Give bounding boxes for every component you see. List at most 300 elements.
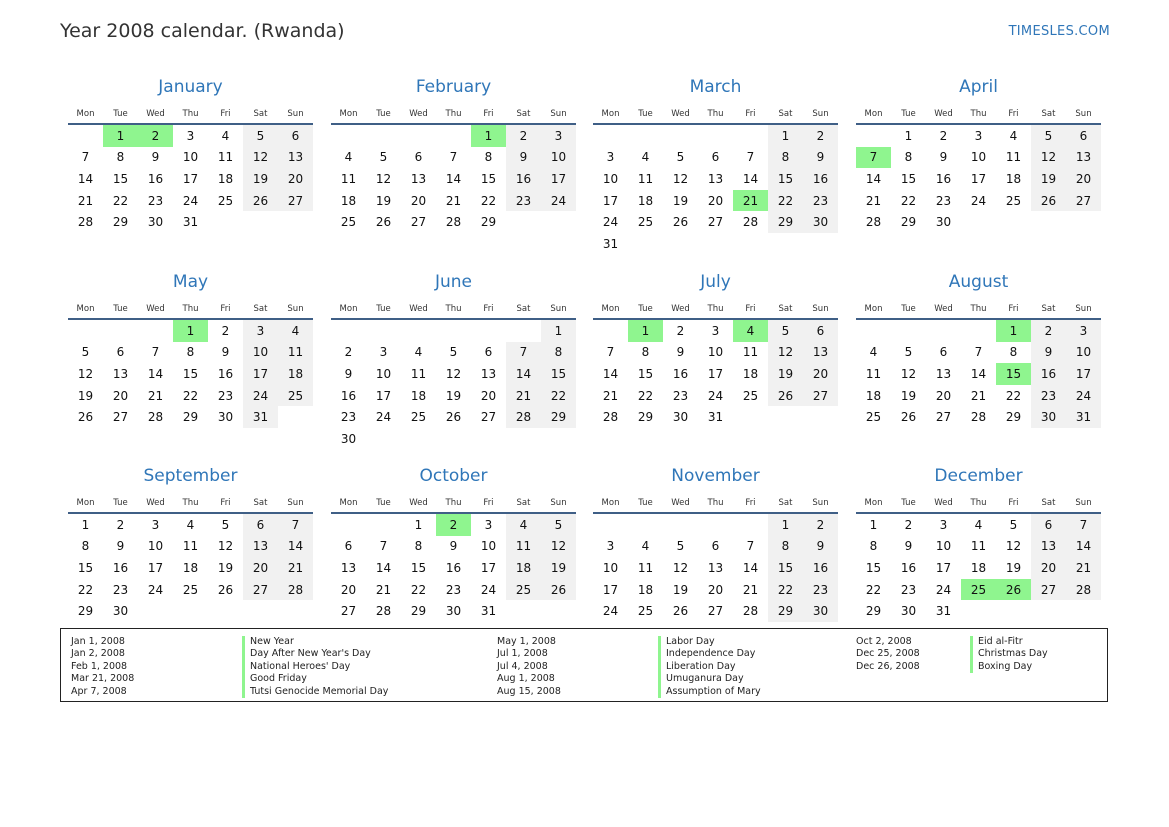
day-cell: 14 <box>445 171 462 186</box>
holiday-day-cell: 1 <box>628 319 663 342</box>
weekday-header: Tue <box>103 104 138 124</box>
month-name: March <box>689 77 742 97</box>
day-cell: 17 <box>375 388 392 403</box>
week-row <box>331 513 576 536</box>
legend-date: Apr 7, 2008 <box>71 685 127 697</box>
weekday-header: Tue <box>103 299 138 319</box>
weekday-header: Mon <box>68 493 103 513</box>
day-cell: 23 <box>445 582 462 597</box>
empty-cell <box>103 319 138 342</box>
week-row <box>856 600 1101 622</box>
week-row <box>593 557 838 579</box>
day-cell: 24 <box>243 385 278 407</box>
day-cell: 13 <box>112 366 129 381</box>
legend-holiday-name: New Year <box>242 636 388 648</box>
day-cell: 26 <box>672 215 689 230</box>
weekday-header: Sun <box>1066 104 1101 124</box>
empty-cell <box>331 319 366 342</box>
day-cell: 26 <box>1031 190 1066 212</box>
month-name: February <box>415 77 492 97</box>
day-cell: 28 <box>147 410 164 425</box>
day-cell: 13 <box>707 560 724 575</box>
legend-date: Jul 4, 2008 <box>497 660 548 672</box>
day-cell: 3 <box>541 124 576 147</box>
weekday-header: Mon <box>331 104 366 124</box>
day-cell: 7 <box>379 539 388 554</box>
day-cell: 22 <box>182 388 199 403</box>
weekday-header: Wed <box>663 299 698 319</box>
day-cell: 25 <box>865 410 882 425</box>
day-cell: 22 <box>637 388 654 403</box>
week-row <box>593 342 838 364</box>
holiday-day-cell: 1 <box>471 124 506 147</box>
empty-cell <box>278 600 313 622</box>
day-cell: 22 <box>410 582 427 597</box>
weekday-header: Thu <box>173 493 208 513</box>
day-cell: 2 <box>1031 319 1066 342</box>
day-cell: 2 <box>116 517 125 532</box>
day-cell: 6 <box>939 345 948 360</box>
month-table <box>593 493 838 622</box>
day-cell: 25 <box>637 215 654 230</box>
day-cell: 8 <box>904 150 913 165</box>
day-cell: 1 <box>768 124 803 147</box>
day-cell: 4 <box>278 319 313 342</box>
day-cell: 12 <box>768 342 803 364</box>
weekday-header: Sun <box>541 493 576 513</box>
day-cell: 8 <box>116 150 125 165</box>
week-row <box>68 147 313 169</box>
week-row <box>856 124 1101 147</box>
month-october <box>331 461 576 622</box>
week-row <box>331 190 576 212</box>
day-cell: 2 <box>506 124 541 147</box>
weekday-header: Sat <box>1031 104 1066 124</box>
day-cell: 18 <box>970 560 987 575</box>
empty-cell <box>278 211 313 233</box>
month-name: November <box>671 466 760 486</box>
day-cell: 3 <box>606 150 615 165</box>
legend-names-column <box>658 636 761 698</box>
day-cell: 24 <box>970 193 987 208</box>
weekday-header: Wed <box>663 104 698 124</box>
day-cell: 17 <box>602 582 619 597</box>
day-cell: 3 <box>484 517 493 532</box>
day-cell: 26 <box>77 410 94 425</box>
day-cell: 20 <box>707 582 724 597</box>
day-cell: 29 <box>637 410 654 425</box>
day-cell: 26 <box>243 190 278 212</box>
day-cell: 5 <box>243 124 278 147</box>
empty-cell <box>891 319 926 342</box>
week-row <box>331 124 576 147</box>
day-cell: 6 <box>711 539 720 554</box>
legend-dates-column <box>856 636 920 673</box>
empty-cell <box>366 319 401 342</box>
day-cell: 19 <box>1031 168 1066 190</box>
day-cell: 8 <box>768 147 803 169</box>
day-cell: 29 <box>1005 410 1022 425</box>
month-table <box>68 493 313 622</box>
holiday-day-cell: 26 <box>996 579 1031 601</box>
month-name: December <box>934 466 1023 486</box>
weekday-header: Wed <box>138 493 173 513</box>
day-cell: 20 <box>112 388 129 403</box>
day-cell: 21 <box>865 193 882 208</box>
day-cell: 7 <box>1066 513 1101 536</box>
weekday-header: Mon <box>593 299 628 319</box>
legend-date: Jul 1, 2008 <box>497 648 548 660</box>
day-cell: 17 <box>707 366 724 381</box>
weekday-header: Fri <box>208 299 243 319</box>
day-cell: 15 <box>900 171 917 186</box>
empty-cell <box>996 211 1031 233</box>
weekday-header: Sat <box>768 299 803 319</box>
weekday-header: Tue <box>103 493 138 513</box>
day-cell: 1 <box>81 517 90 532</box>
day-cell: 14 <box>602 366 619 381</box>
day-cell: 17 <box>602 193 619 208</box>
day-cell: 13 <box>278 147 313 169</box>
month-june <box>331 267 576 450</box>
day-cell: 19 <box>672 582 689 597</box>
day-cell: 10 <box>243 342 278 364</box>
weekday-header: Sun <box>1066 299 1101 319</box>
day-cell: 27 <box>340 604 357 619</box>
empty-cell <box>541 211 576 233</box>
empty-cell <box>436 428 471 450</box>
empty-cell <box>541 428 576 450</box>
day-cell: 24 <box>147 582 164 597</box>
day-cell: 14 <box>375 560 392 575</box>
legend-date: Aug 1, 2008 <box>497 673 555 685</box>
empty-cell <box>68 124 103 147</box>
weekday-header: Thu <box>961 299 996 319</box>
holiday-day-cell: 2 <box>138 124 173 147</box>
day-cell: 15 <box>182 366 199 381</box>
legend-names-column <box>970 636 1048 673</box>
day-cell: 25 <box>742 388 759 403</box>
day-cell: 24 <box>1066 385 1101 407</box>
weekday-header: Fri <box>996 299 1031 319</box>
empty-cell <box>208 600 243 622</box>
day-cell: 19 <box>768 363 803 385</box>
day-cell: 28 <box>375 604 392 619</box>
month-november <box>593 461 838 622</box>
month-name: January <box>158 77 223 97</box>
day-cell: 11 <box>865 366 882 381</box>
empty-cell <box>663 513 698 536</box>
week-row <box>331 342 576 364</box>
day-cell: 17 <box>541 168 576 190</box>
day-cell: 21 <box>506 385 541 407</box>
day-cell: 16 <box>900 560 917 575</box>
empty-cell <box>733 513 768 536</box>
weekday-header: Fri <box>733 104 768 124</box>
day-cell: 9 <box>151 150 160 165</box>
day-cell: 20 <box>340 582 357 597</box>
week-row <box>331 428 576 450</box>
empty-cell <box>961 319 996 342</box>
day-cell: 15 <box>77 560 94 575</box>
day-cell: 13 <box>480 366 497 381</box>
day-cell: 31 <box>1066 406 1101 428</box>
week-row <box>856 363 1101 385</box>
day-cell: 9 <box>506 147 541 169</box>
day-cell: 28 <box>602 410 619 425</box>
day-cell: 1 <box>904 128 913 143</box>
day-cell: 11 <box>340 171 357 186</box>
day-cell: 18 <box>637 193 654 208</box>
day-cell: 23 <box>935 193 952 208</box>
day-cell: 3 <box>186 128 195 143</box>
month-name: April <box>959 77 998 97</box>
week-row <box>593 385 838 407</box>
weekday-header: Mon <box>856 299 891 319</box>
legend-holiday-name: National Heroes' Day <box>242 661 388 673</box>
empty-cell <box>628 233 663 255</box>
day-cell: 29 <box>112 215 129 230</box>
empty-cell <box>856 124 891 147</box>
empty-cell <box>663 233 698 255</box>
day-cell: 7 <box>278 513 313 536</box>
day-cell: 24 <box>707 388 724 403</box>
weekday-header: Thu <box>436 493 471 513</box>
day-cell: 27 <box>1031 579 1066 601</box>
weekday-header: Sun <box>541 104 576 124</box>
day-cell: 16 <box>445 560 462 575</box>
day-cell: 21 <box>602 388 619 403</box>
week-row <box>68 385 313 407</box>
day-cell: 11 <box>637 171 654 186</box>
month-table <box>856 493 1101 622</box>
day-cell: 23 <box>340 410 357 425</box>
day-cell: 4 <box>641 150 650 165</box>
day-cell: 11 <box>410 366 427 381</box>
day-cell: 7 <box>746 539 755 554</box>
day-cell: 8 <box>869 539 878 554</box>
day-cell: 8 <box>81 539 90 554</box>
day-cell: 28 <box>506 406 541 428</box>
day-cell: 20 <box>1066 168 1101 190</box>
empty-cell <box>366 124 401 147</box>
day-cell: 9 <box>939 150 948 165</box>
day-cell: 18 <box>506 557 541 579</box>
legend-date: Dec 26, 2008 <box>856 660 920 672</box>
day-cell: 14 <box>865 171 882 186</box>
day-cell: 2 <box>904 517 913 532</box>
weekday-header: Fri <box>996 104 1031 124</box>
day-cell: 12 <box>375 171 392 186</box>
day-cell: 1 <box>414 517 423 532</box>
day-cell: 6 <box>414 150 423 165</box>
week-row <box>68 513 313 536</box>
empty-cell <box>926 319 961 342</box>
month-table <box>593 104 838 255</box>
weekday-header: Tue <box>628 493 663 513</box>
weekday-header: Wed <box>663 493 698 513</box>
legend-holiday-name: Tutsi Genocide Memorial Day <box>242 686 388 698</box>
day-cell: 29 <box>900 215 917 230</box>
legend-date: Jan 1, 2008 <box>71 636 125 647</box>
empty-cell <box>803 233 838 255</box>
weekday-header: Sun <box>803 299 838 319</box>
day-cell: 9 <box>116 539 125 554</box>
weekday-header: Tue <box>628 299 663 319</box>
day-cell: 21 <box>278 557 313 579</box>
empty-cell <box>996 600 1031 622</box>
day-cell: 9 <box>803 536 838 558</box>
holiday-day-cell: 4 <box>733 319 768 342</box>
empty-cell <box>1066 600 1101 622</box>
day-cell: 21 <box>375 582 392 597</box>
day-cell: 30 <box>217 410 234 425</box>
weekday-header: Sun <box>1066 493 1101 513</box>
month-table <box>68 104 313 233</box>
day-cell: 17 <box>182 171 199 186</box>
week-row <box>856 536 1101 558</box>
day-cell: 4 <box>221 128 230 143</box>
day-cell: 25 <box>637 604 654 619</box>
weekday-header: Sat <box>1031 493 1066 513</box>
day-cell: 18 <box>637 582 654 597</box>
day-cell: 18 <box>1005 171 1022 186</box>
day-cell: 17 <box>935 560 952 575</box>
day-cell: 23 <box>217 388 234 403</box>
day-cell: 17 <box>1066 363 1101 385</box>
day-cell: 25 <box>182 582 199 597</box>
holiday-day-cell: 21 <box>733 190 768 212</box>
day-cell: 22 <box>112 193 129 208</box>
month-december <box>856 461 1101 622</box>
day-cell: 6 <box>1066 124 1101 147</box>
week-row <box>856 406 1101 428</box>
day-cell: 22 <box>768 579 803 601</box>
brand-link[interactable]: TIMESLES.COM <box>1008 24 1110 39</box>
day-cell: 27 <box>410 215 427 230</box>
week-row <box>856 147 1101 169</box>
day-cell: 10 <box>935 539 952 554</box>
empty-cell <box>733 406 768 428</box>
day-cell: 21 <box>1066 557 1101 579</box>
day-cell: 24 <box>375 410 392 425</box>
weekday-header: Wed <box>926 299 961 319</box>
day-cell: 9 <box>344 366 353 381</box>
day-cell: 8 <box>484 150 493 165</box>
weekday-header: Mon <box>593 493 628 513</box>
day-cell: 4 <box>869 345 878 360</box>
empty-cell <box>628 513 663 536</box>
empty-cell <box>471 428 506 450</box>
week-row <box>331 385 576 407</box>
day-cell: 30 <box>900 604 917 619</box>
day-cell: 6 <box>711 150 720 165</box>
holiday-day-cell: 1 <box>173 319 208 342</box>
month-table <box>331 299 576 450</box>
weekday-header: Sun <box>278 299 313 319</box>
week-row <box>593 536 838 558</box>
empty-cell <box>663 124 698 147</box>
holiday-day-cell: 15 <box>996 363 1031 385</box>
day-cell: 3 <box>606 539 615 554</box>
weekday-header: Sat <box>768 493 803 513</box>
month-march <box>593 72 838 255</box>
week-row <box>593 211 838 233</box>
day-cell: 26 <box>541 579 576 601</box>
week-row <box>68 319 313 342</box>
day-cell: 18 <box>278 363 313 385</box>
legend-date: Jan 2, 2008 <box>71 648 125 660</box>
weekday-header: Thu <box>436 299 471 319</box>
day-cell: 27 <box>480 410 497 425</box>
day-cell: 18 <box>217 171 234 186</box>
day-cell: 18 <box>865 388 882 403</box>
day-cell: 29 <box>410 604 427 619</box>
day-cell: 30 <box>803 211 838 233</box>
day-cell: 6 <box>116 345 125 360</box>
empty-cell <box>68 319 103 342</box>
day-cell: 10 <box>541 147 576 169</box>
day-cell: 30 <box>445 604 462 619</box>
day-cell: 18 <box>182 560 199 575</box>
day-cell: 30 <box>340 431 357 446</box>
week-row <box>68 190 313 212</box>
day-cell: 20 <box>480 388 497 403</box>
day-cell: 16 <box>506 168 541 190</box>
day-cell: 13 <box>410 171 427 186</box>
weekday-header: Mon <box>856 493 891 513</box>
holiday-legend <box>60 628 1108 702</box>
empty-cell <box>401 319 436 342</box>
empty-cell <box>961 600 996 622</box>
day-cell: 26 <box>445 410 462 425</box>
week-row <box>856 579 1101 601</box>
day-cell: 18 <box>340 193 357 208</box>
day-cell: 19 <box>541 557 576 579</box>
day-cell: 19 <box>77 388 94 403</box>
day-cell: 24 <box>602 604 619 619</box>
day-cell: 14 <box>506 363 541 385</box>
day-cell: 30 <box>803 600 838 622</box>
day-cell: 7 <box>506 342 541 364</box>
day-cell: 15 <box>112 171 129 186</box>
day-cell: 19 <box>1005 560 1022 575</box>
day-cell: 16 <box>672 366 689 381</box>
week-row <box>68 406 313 428</box>
empty-cell <box>541 600 576 622</box>
day-cell: 13 <box>803 342 838 364</box>
empty-cell <box>1031 600 1066 622</box>
weekday-header: Wed <box>401 104 436 124</box>
day-cell: 10 <box>707 345 724 360</box>
month-may <box>68 267 313 428</box>
day-cell: 26 <box>375 215 392 230</box>
day-cell: 5 <box>768 319 803 342</box>
weekday-header: Mon <box>68 299 103 319</box>
day-cell: 20 <box>707 193 724 208</box>
weekday-header: Sat <box>243 299 278 319</box>
day-cell: 10 <box>970 150 987 165</box>
day-cell: 3 <box>711 323 720 338</box>
day-cell: 22 <box>768 190 803 212</box>
day-cell: 25 <box>506 579 541 601</box>
month-name: September <box>143 466 238 486</box>
month-table <box>856 104 1101 233</box>
month-table <box>68 299 313 428</box>
legend-dates-column <box>71 636 134 698</box>
empty-cell <box>401 428 436 450</box>
day-cell: 14 <box>742 560 759 575</box>
